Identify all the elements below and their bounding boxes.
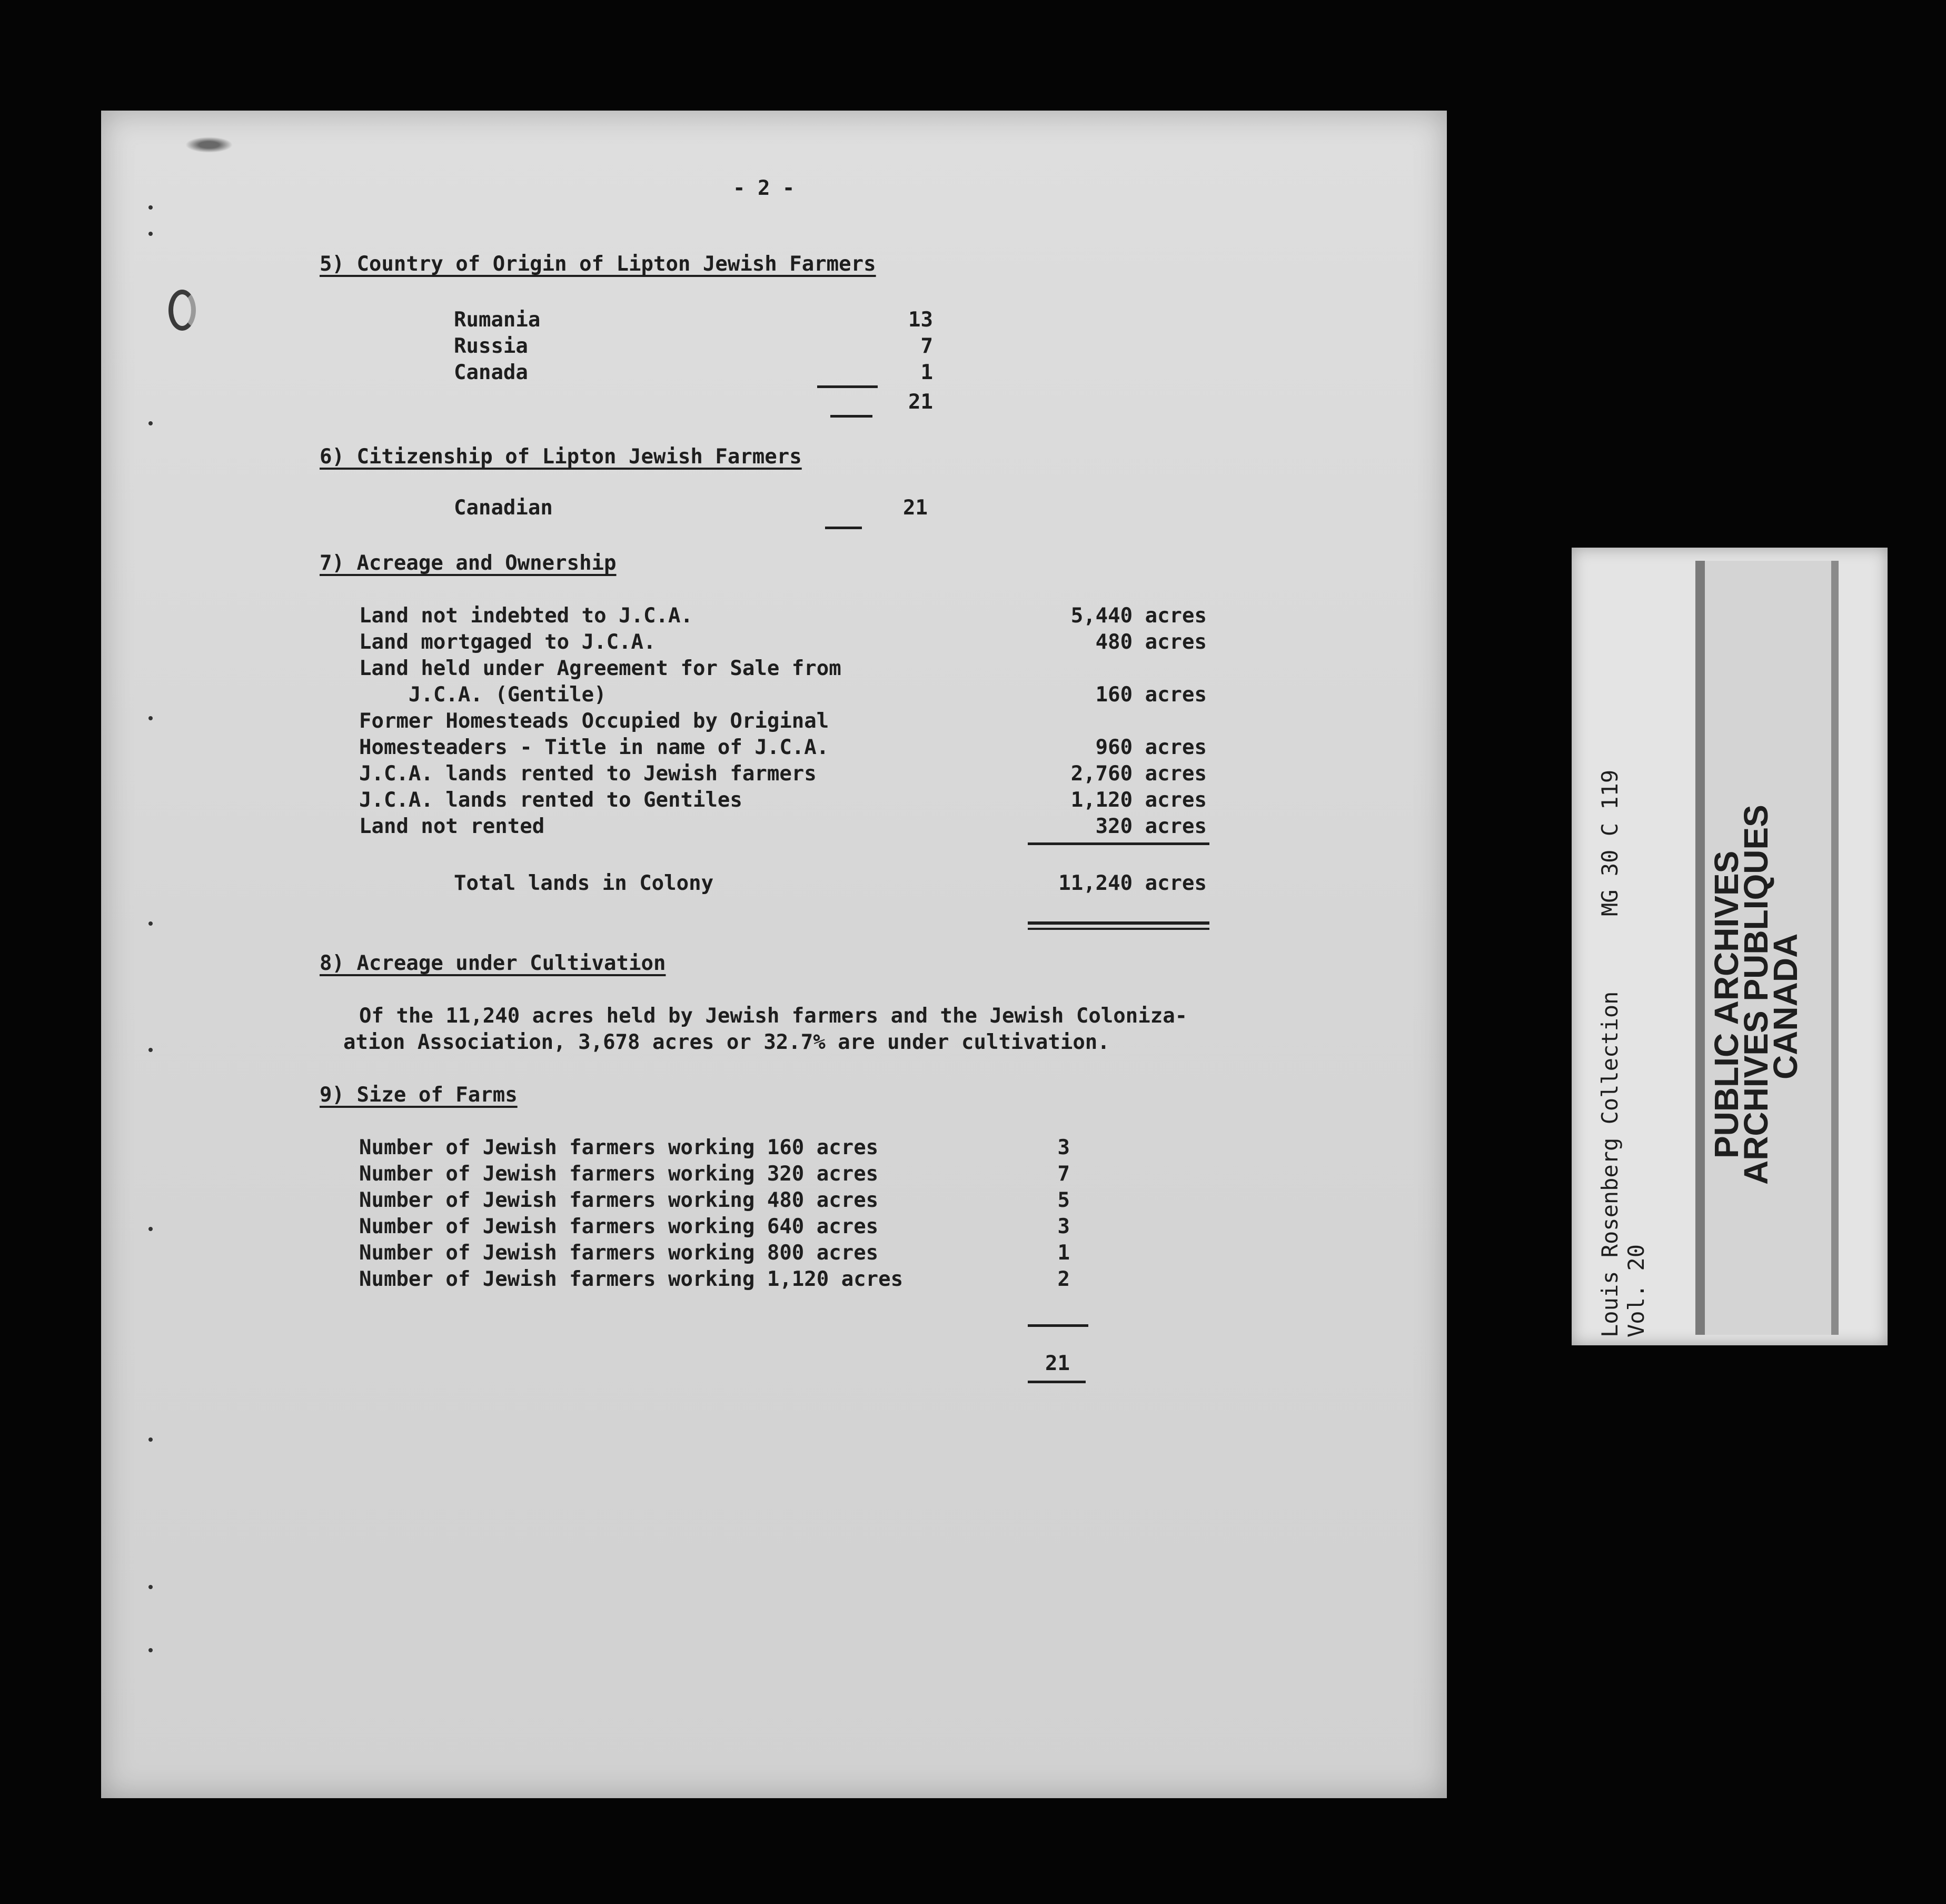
acreage-label: Land mortgaged to J.C.A. (359, 630, 656, 654)
section-8-title: 8) Acreage under Cultivation (320, 951, 666, 975)
smudge-mark (185, 137, 233, 153)
origin-value: 1 (920, 361, 933, 384)
stamp-line: ARCHIVES PUBLIQUES (1737, 805, 1775, 1185)
acreage-total-label: Total lands in Colony (454, 871, 714, 895)
acreage-value: 1,120 acres (1070, 788, 1207, 812)
farm-size-value: 3 (1057, 1215, 1070, 1238)
sum-rule (1028, 1324, 1088, 1327)
farm-size-label: Number of Jewish farmers working 640 acres (359, 1215, 879, 1238)
acreage-label: Land not indebted to J.C.A. (359, 604, 693, 628)
farm-size-label: Number of Jewish farmers working 160 acres (359, 1136, 879, 1159)
acreage-value: 960 acres (1095, 736, 1207, 759)
punch-mark (148, 421, 153, 425)
total-rule (830, 415, 872, 418)
acreage-label: Land not rented (359, 815, 545, 838)
citizenship-label: Canadian (454, 496, 553, 520)
stamp-line: PUBLIC ARCHIVES (1707, 850, 1745, 1158)
page-number: - 2 - (733, 176, 795, 200)
citizenship-value: 21 (903, 496, 928, 520)
acreage-label: Land held under Agreement for Sale from (359, 657, 841, 680)
origin-value: 13 (908, 308, 933, 332)
acreage-label: J.C.A. lands rented to Jewish farmers (359, 762, 817, 786)
section-9-title: 9) Size of Farms (320, 1083, 518, 1107)
origin-value: 7 (920, 334, 933, 358)
origin-label: Rumania (454, 308, 541, 332)
cultivation-text: Of the 11,240 acres held by Jewish farmers and the Jewish Coloniza- (359, 1004, 1188, 1028)
acreage-value: 480 acres (1095, 630, 1207, 654)
farm-size-value: 2 (1057, 1267, 1070, 1291)
total-rule (1028, 921, 1209, 925)
reference-code: MG 30 C 119 (1597, 769, 1623, 916)
stamp-line: CANADA (1766, 933, 1804, 1079)
origin-total: 21 (908, 390, 933, 414)
acreage-value: 320 acres (1095, 815, 1207, 838)
acreage-value: 2,760 acres (1070, 762, 1207, 786)
acreage-label: J.C.A. (Gentile) (359, 683, 607, 707)
punch-mark (148, 1585, 153, 1589)
farm-size-label: Number of Jewish farmers working 1,120 acres (359, 1267, 904, 1291)
farm-size-value: 7 (1057, 1162, 1070, 1186)
farm-size-label: Number of Jewish farmers working 320 acres (359, 1162, 879, 1186)
origin-label: Canada (454, 361, 528, 384)
farm-size-total: 21 (1045, 1352, 1070, 1375)
binder-hole (168, 290, 196, 331)
acreage-label: Homesteaders - Title in name of J.C.A. (359, 736, 829, 759)
farm-size-value: 5 (1057, 1188, 1070, 1212)
acreage-total-value: 11,240 acres (1058, 871, 1207, 895)
punch-mark (148, 232, 153, 236)
total-rule (825, 527, 862, 529)
punch-mark (148, 205, 153, 210)
farm-size-label: Number of Jewish farmers working 800 acres (359, 1241, 879, 1265)
farm-size-label: Number of Jewish farmers working 480 acres (359, 1188, 879, 1212)
section-5-title: 5) Country of Origin of Lipton Jewish Farmers (320, 252, 876, 276)
acreage-value: 160 acres (1095, 683, 1207, 707)
volume-number: Vol. 20 (1623, 1244, 1649, 1337)
acreage-label: J.C.A. lands rented to Gentiles (359, 788, 742, 812)
total-rule (1028, 1381, 1086, 1383)
punch-mark (148, 1437, 153, 1442)
punch-mark (148, 921, 153, 926)
acreage-label: Former Homesteads Occupied by Original (359, 709, 829, 733)
origin-label: Russia (454, 334, 528, 358)
farm-size-value: 3 (1057, 1136, 1070, 1159)
sum-rule (817, 385, 878, 388)
cultivation-text: ation Association, 3,678 acres or 32.7% are under cultivation. (343, 1030, 1110, 1054)
punch-mark (148, 1048, 153, 1052)
punch-mark (148, 1648, 153, 1652)
archive-label (1572, 548, 1888, 1345)
section-7-title: 7) Acreage and Ownership (320, 551, 617, 575)
sum-rule (1028, 842, 1209, 845)
collection-name: Louis Rosenberg Collection (1597, 991, 1623, 1337)
punch-mark (148, 1227, 153, 1231)
farm-size-value: 1 (1057, 1241, 1070, 1265)
punch-mark (148, 716, 153, 720)
acreage-value: 5,440 acres (1070, 604, 1207, 628)
total-rule (1028, 928, 1209, 930)
section-6-title: 6) Citizenship of Lipton Jewish Farmers (320, 445, 802, 469)
document-page (101, 111, 1447, 1798)
